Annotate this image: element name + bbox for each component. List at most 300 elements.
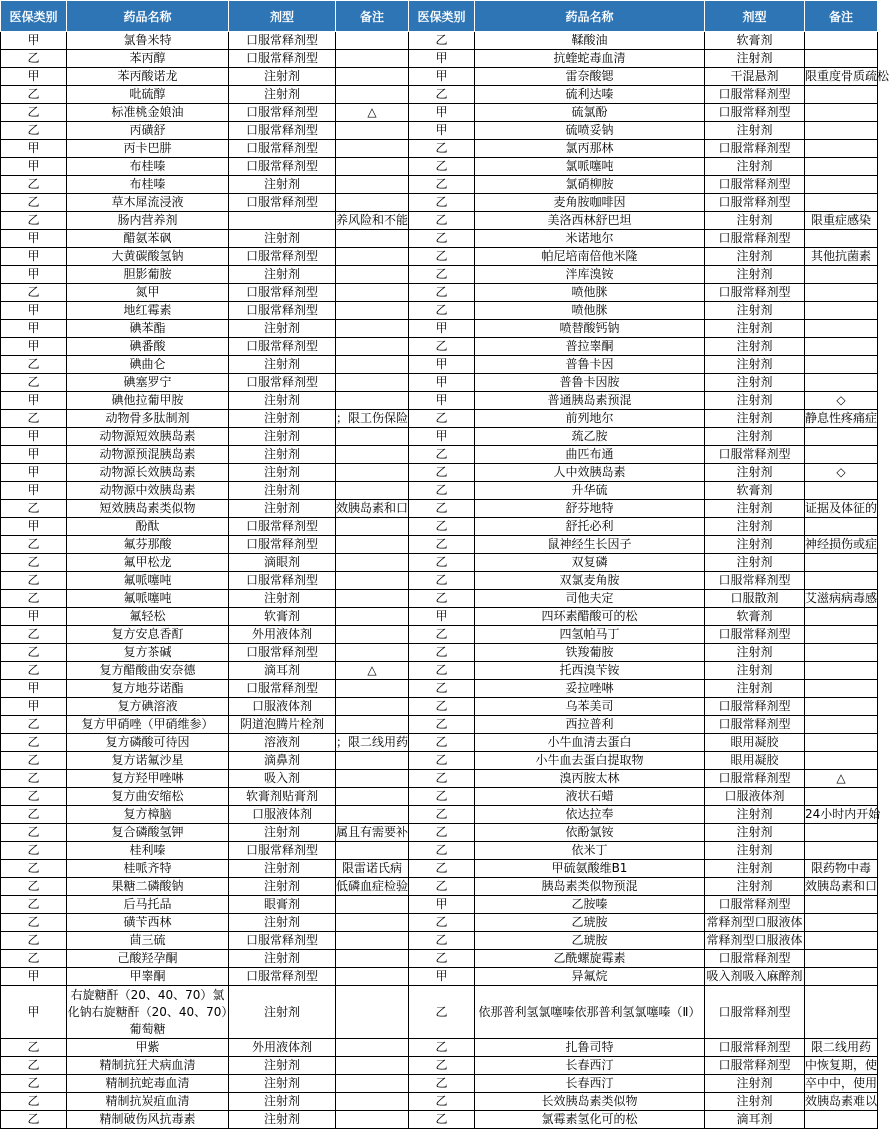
remarks-cell bbox=[336, 554, 409, 572]
remarks-cell bbox=[805, 986, 878, 1039]
category-cell: 甲 bbox=[1, 464, 67, 482]
drug-name-cell: 氮甲 bbox=[67, 284, 229, 302]
dosage-form-cell: 软膏剂 bbox=[705, 482, 805, 500]
category-cell: 乙 bbox=[1, 212, 67, 230]
category-cell: 甲 bbox=[1, 698, 67, 716]
remarks-cell: 证据及体征的 bbox=[805, 500, 878, 518]
category-cell: 乙 bbox=[409, 464, 475, 482]
drug-name-cell: 布桂嗪 bbox=[67, 158, 229, 176]
drug-name-cell: 舒托必利 bbox=[475, 518, 705, 536]
drug-name-cell: 动物源长效胰岛素 bbox=[67, 464, 229, 482]
remarks-cell bbox=[336, 536, 409, 554]
dosage-form-cell: 口服液体剂 bbox=[705, 788, 805, 806]
dosage-form-cell: 注射剂 bbox=[229, 914, 336, 932]
category-cell: 甲 bbox=[1, 428, 67, 446]
category-cell: 甲 bbox=[1, 338, 67, 356]
remarks-cell: 限雷诺氏病 bbox=[336, 860, 409, 878]
category-cell: 乙 bbox=[409, 554, 475, 572]
category-cell: 乙 bbox=[409, 824, 475, 842]
remarks-cell bbox=[336, 86, 409, 104]
dosage-form-cell: 注射剂 bbox=[229, 590, 336, 608]
drug-name-cell: 扎鲁司特 bbox=[475, 1039, 705, 1057]
drug-name-cell: 巯乙胺 bbox=[475, 428, 705, 446]
category-cell: 乙 bbox=[1, 788, 67, 806]
remarks-cell bbox=[336, 572, 409, 590]
table-row bbox=[1, 734, 878, 752]
category-cell: 乙 bbox=[1, 500, 67, 518]
col-header-dosage-form-left: 剂型 bbox=[229, 1, 336, 32]
table-row bbox=[1, 482, 878, 500]
drug-name-cell: 硫利达嗪 bbox=[475, 86, 705, 104]
category-cell: 乙 bbox=[409, 518, 475, 536]
dosage-form-cell: 常释剂型口服液体 bbox=[705, 932, 805, 950]
remarks-cell: 卒中中，使用 bbox=[805, 1075, 878, 1093]
dosage-form-cell: 注射剂 bbox=[705, 302, 805, 320]
drug-name-cell: 升华硫 bbox=[475, 482, 705, 500]
drug-name-cell: 雷奈酸锶 bbox=[475, 68, 705, 86]
remarks-cell: 限药物中毒 bbox=[805, 860, 878, 878]
dosage-form-cell: 注射剂 bbox=[229, 500, 336, 518]
dosage-form-cell: 口服常释剂型 bbox=[705, 194, 805, 212]
remarks-cell: 24小时内开始 bbox=[805, 806, 878, 824]
drug-name-cell: 醋氨苯砜 bbox=[67, 230, 229, 248]
category-cell: 乙 bbox=[1, 572, 67, 590]
category-cell: 乙 bbox=[409, 698, 475, 716]
category-cell: 乙 bbox=[409, 32, 475, 50]
dosage-form-cell: 口服常释剂型 bbox=[705, 284, 805, 302]
remarks-cell bbox=[336, 518, 409, 536]
category-cell: 乙 bbox=[1, 86, 67, 104]
header-row bbox=[1, 1, 878, 32]
drug-name-cell: 复方诺氟沙星 bbox=[67, 752, 229, 770]
dosage-form-cell: 注射剂 bbox=[229, 482, 336, 500]
dosage-form-cell: 口服常释剂型 bbox=[229, 104, 336, 122]
drug-name-cell: 依达拉奉 bbox=[475, 806, 705, 824]
dosage-form-cell: 滴眼剂 bbox=[229, 554, 336, 572]
category-cell: 乙 bbox=[409, 1057, 475, 1075]
remarks-cell bbox=[805, 554, 878, 572]
table-row bbox=[1, 788, 878, 806]
drug-name-cell: 乙琥胺 bbox=[475, 914, 705, 932]
remarks-cell bbox=[805, 374, 878, 392]
remarks-cell: 中恢复期，使 bbox=[805, 1057, 878, 1075]
dosage-form-cell: 口服常释剂型 bbox=[705, 1039, 805, 1057]
drug-name-cell: 长春西汀 bbox=[475, 1075, 705, 1093]
remarks-cell: △ bbox=[336, 662, 409, 680]
drug-name-cell: 苯丙醇 bbox=[67, 50, 229, 68]
drug-name-cell: 抗蝰蛇毒血清 bbox=[475, 50, 705, 68]
table-row bbox=[1, 842, 878, 860]
category-cell: 甲 bbox=[1, 302, 67, 320]
dosage-form-cell: 溶液剂 bbox=[229, 734, 336, 752]
category-cell: 乙 bbox=[1, 842, 67, 860]
remarks-cell bbox=[805, 680, 878, 698]
category-cell: 乙 bbox=[409, 644, 475, 662]
dosage-form-cell: 注射剂 bbox=[229, 392, 336, 410]
remarks-cell: 限重症感染 bbox=[805, 212, 878, 230]
drug-name-cell: 依那普利氢氯噻嗪依那普利氢氯噻嗪（Ⅱ） bbox=[475, 986, 705, 1039]
drug-name-cell: 麦角胺咖啡因 bbox=[475, 194, 705, 212]
dosage-form-cell: 注射剂 bbox=[705, 860, 805, 878]
drug-name-cell: 复方磷酸可待因 bbox=[67, 734, 229, 752]
table-row bbox=[1, 986, 878, 1039]
dosage-form-cell: 注射剂 bbox=[229, 446, 336, 464]
category-cell: 乙 bbox=[1, 950, 67, 968]
dosage-form-cell: 注射剂 bbox=[229, 1111, 336, 1129]
table-row bbox=[1, 446, 878, 464]
category-cell: 甲 bbox=[409, 968, 475, 986]
remarks-cell bbox=[336, 428, 409, 446]
drug-name-cell: 磺苄西林 bbox=[67, 914, 229, 932]
remarks-cell bbox=[805, 104, 878, 122]
table-row bbox=[1, 338, 878, 356]
remarks-cell bbox=[336, 482, 409, 500]
dosage-form-cell: 口服常释剂型 bbox=[705, 716, 805, 734]
dosage-form-cell: 口服常释剂型 bbox=[705, 86, 805, 104]
category-cell: 甲 bbox=[1, 140, 67, 158]
drug-name-cell: 酚酞 bbox=[67, 518, 229, 536]
category-cell: 乙 bbox=[1, 194, 67, 212]
remarks-cell bbox=[805, 752, 878, 770]
remarks-cell: 属且有需要补 bbox=[336, 824, 409, 842]
category-cell: 乙 bbox=[1, 1039, 67, 1057]
drug-name-cell: 复方地芬诺酯 bbox=[67, 680, 229, 698]
remarks-cell bbox=[336, 590, 409, 608]
remarks-cell bbox=[336, 392, 409, 410]
category-cell: 甲 bbox=[1, 158, 67, 176]
drug-name-cell: 乙酰螺旋霉素 bbox=[475, 950, 705, 968]
drug-name-cell: 丙卡巴肼 bbox=[67, 140, 229, 158]
table-row bbox=[1, 86, 878, 104]
drug-name-cell: 地红霉素 bbox=[67, 302, 229, 320]
category-cell: 乙 bbox=[1, 878, 67, 896]
col-header-dosage-form-right: 剂型 bbox=[705, 1, 805, 32]
col-header-category-left: 医保类别 bbox=[1, 1, 67, 32]
dosage-form-cell: 口服常释剂型 bbox=[229, 572, 336, 590]
table-row bbox=[1, 518, 878, 536]
table-row bbox=[1, 500, 878, 518]
drug-name-cell: 托西溴苄铵 bbox=[475, 662, 705, 680]
dosage-form-cell: 口服常释剂型 bbox=[229, 122, 336, 140]
dosage-form-cell: 注射剂 bbox=[229, 1075, 336, 1093]
table-row bbox=[1, 554, 878, 572]
dosage-form-cell: 口服常释剂型 bbox=[229, 536, 336, 554]
category-cell: 乙 bbox=[1, 536, 67, 554]
category-cell: 乙 bbox=[1, 734, 67, 752]
remarks-cell bbox=[336, 1111, 409, 1129]
category-cell: 甲 bbox=[1, 608, 67, 626]
drug-name-cell: 复方曲安缩松 bbox=[67, 788, 229, 806]
table-row bbox=[1, 878, 878, 896]
table-row bbox=[1, 770, 878, 788]
drug-name-cell: 氯硝柳胺 bbox=[475, 176, 705, 194]
drug-name-cell: 复方甲硝唑（甲硝维参） bbox=[67, 716, 229, 734]
dosage-form-cell: 口服常释剂型 bbox=[705, 986, 805, 1039]
category-cell: 甲 bbox=[1, 320, 67, 338]
drug-name-cell: 动物源短效胰岛素 bbox=[67, 428, 229, 446]
dosage-form-cell: 口服常释剂型 bbox=[229, 248, 336, 266]
category-cell: 乙 bbox=[409, 1075, 475, 1093]
category-cell: 乙 bbox=[409, 626, 475, 644]
dosage-form-cell: 注射剂 bbox=[705, 518, 805, 536]
dosage-form-cell: 常释剂型口服液体 bbox=[705, 914, 805, 932]
table-row bbox=[1, 806, 878, 824]
remarks-cell bbox=[336, 932, 409, 950]
category-cell: 乙 bbox=[409, 194, 475, 212]
dosage-form-cell: 软膏剂 bbox=[705, 32, 805, 50]
category-cell: 甲 bbox=[1, 32, 67, 50]
dosage-form-cell: 口服常释剂型 bbox=[229, 644, 336, 662]
category-cell: 乙 bbox=[409, 806, 475, 824]
drug-name-cell: 吡硫醇 bbox=[67, 86, 229, 104]
dosage-form-cell: 注射剂 bbox=[705, 212, 805, 230]
category-cell: 乙 bbox=[1, 644, 67, 662]
drug-name-cell: 碘塞罗宁 bbox=[67, 374, 229, 392]
table-row bbox=[1, 464, 878, 482]
table-row bbox=[1, 896, 878, 914]
category-cell: 乙 bbox=[1, 284, 67, 302]
drug-name-cell: 复方羟甲唑啉 bbox=[67, 770, 229, 788]
drug-name-cell: 硫氯酚 bbox=[475, 104, 705, 122]
remarks-cell: 养风险和不能 bbox=[336, 212, 409, 230]
table-body bbox=[1, 32, 889, 1129]
category-cell: 乙 bbox=[409, 410, 475, 428]
table-row bbox=[1, 1039, 878, 1057]
drug-name-cell: 碘他拉葡甲胺 bbox=[67, 392, 229, 410]
category-cell: 乙 bbox=[1, 104, 67, 122]
remarks-cell bbox=[805, 428, 878, 446]
remarks-cell bbox=[336, 626, 409, 644]
dosage-form-cell: 注射剂 bbox=[705, 464, 805, 482]
drug-name-cell: 前列地尔 bbox=[475, 410, 705, 428]
dosage-form-cell: 注射剂 bbox=[705, 554, 805, 572]
dosage-form-cell: 滴耳剂 bbox=[229, 662, 336, 680]
dosage-form-cell: 注射剂 bbox=[705, 806, 805, 824]
dosage-form-cell: 注射剂 bbox=[705, 536, 805, 554]
category-cell: 乙 bbox=[409, 932, 475, 950]
drug-name-cell: 精制破伤风抗毒素 bbox=[67, 1111, 229, 1129]
dosage-form-cell: 口服常释剂型 bbox=[705, 104, 805, 122]
remarks-cell: ；限工伤保险 bbox=[336, 410, 409, 428]
drug-name-cell: 氟轻松 bbox=[67, 608, 229, 626]
drug-name-cell: 复方醋酸曲安奈德 bbox=[67, 662, 229, 680]
remarks-cell bbox=[336, 122, 409, 140]
table-row bbox=[1, 374, 878, 392]
dosage-form-cell: 口服常释剂型 bbox=[705, 1057, 805, 1075]
remarks-cell bbox=[336, 338, 409, 356]
table-row bbox=[1, 428, 878, 446]
remarks-cell bbox=[336, 914, 409, 932]
drug-name-cell: 草木犀流浸液 bbox=[67, 194, 229, 212]
drug-name-cell: 碘苯酯 bbox=[67, 320, 229, 338]
dosage-form-cell: 注射剂 bbox=[705, 842, 805, 860]
remarks-cell bbox=[805, 320, 878, 338]
remarks-cell bbox=[336, 806, 409, 824]
remarks-cell bbox=[805, 608, 878, 626]
dosage-form-cell: 注射剂 bbox=[229, 320, 336, 338]
table-row bbox=[1, 32, 878, 50]
remarks-cell bbox=[336, 698, 409, 716]
remarks-cell bbox=[805, 482, 878, 500]
remarks-cell bbox=[336, 1093, 409, 1111]
drug-name-cell: 短效胰岛素类似物 bbox=[67, 500, 229, 518]
remarks-cell bbox=[805, 32, 878, 50]
category-cell: 乙 bbox=[1, 896, 67, 914]
dosage-form-cell: 注射剂 bbox=[705, 1093, 805, 1111]
category-cell: 乙 bbox=[1, 752, 67, 770]
category-cell: 乙 bbox=[1, 554, 67, 572]
drug-name-cell: 曲匹布通 bbox=[475, 446, 705, 464]
drug-name-cell: 氯霉素氢化可的松 bbox=[475, 1111, 705, 1129]
dosage-form-cell: 滴鼻剂 bbox=[229, 752, 336, 770]
dosage-form-cell: 外用液体剂 bbox=[229, 626, 336, 644]
table-row bbox=[1, 590, 878, 608]
drug-name-cell: 桂利嗪 bbox=[67, 842, 229, 860]
dosage-form-cell: 注射剂 bbox=[229, 1093, 336, 1111]
drug-name-cell: 长春西汀 bbox=[475, 1057, 705, 1075]
remarks-cell bbox=[805, 86, 878, 104]
category-cell: 乙 bbox=[1, 860, 67, 878]
category-cell: 甲 bbox=[409, 320, 475, 338]
dosage-form-cell: 注射剂 bbox=[229, 230, 336, 248]
remarks-cell bbox=[805, 896, 878, 914]
category-cell: 乙 bbox=[409, 590, 475, 608]
remarks-cell bbox=[805, 644, 878, 662]
category-cell: 乙 bbox=[1, 716, 67, 734]
drug-name-cell: 普鲁卡因 bbox=[475, 356, 705, 374]
category-cell: 甲 bbox=[409, 104, 475, 122]
drug-name-cell: 胆影葡胺 bbox=[67, 266, 229, 284]
drug-name-cell: 精制抗狂犬病血清 bbox=[67, 1057, 229, 1075]
remarks-cell bbox=[336, 770, 409, 788]
dosage-form-cell: 注射剂 bbox=[229, 266, 336, 284]
dosage-form-cell: 注射剂 bbox=[229, 1057, 336, 1075]
category-cell: 甲 bbox=[1, 230, 67, 248]
category-cell: 乙 bbox=[409, 662, 475, 680]
dosage-form-cell: 注射剂 bbox=[705, 374, 805, 392]
remarks-cell bbox=[336, 752, 409, 770]
dosage-form-cell: 注射剂 bbox=[229, 986, 336, 1039]
table-row bbox=[1, 230, 878, 248]
remarks-cell bbox=[336, 356, 409, 374]
category-cell: 乙 bbox=[1, 1075, 67, 1093]
table-row bbox=[1, 698, 878, 716]
remarks-cell bbox=[336, 158, 409, 176]
dosage-form-cell: 口服常释剂型 bbox=[705, 176, 805, 194]
table-row bbox=[1, 392, 878, 410]
drug-name-cell: 碘曲仑 bbox=[67, 356, 229, 374]
dosage-form-cell: 注射剂 bbox=[705, 356, 805, 374]
dosage-form-cell: 注射剂 bbox=[705, 878, 805, 896]
remarks-cell: 效胰岛素和口 bbox=[336, 500, 409, 518]
table-row bbox=[1, 68, 878, 86]
drug-name-cell: 依酚氯铵 bbox=[475, 824, 705, 842]
dosage-form-cell: 注射剂 bbox=[705, 392, 805, 410]
drug-name-cell: 大黄碳酸氢钠 bbox=[67, 248, 229, 266]
table-row bbox=[1, 1075, 878, 1093]
category-cell: 乙 bbox=[1, 50, 67, 68]
table-row bbox=[1, 248, 878, 266]
category-cell: 甲 bbox=[1, 986, 67, 1039]
category-cell: 乙 bbox=[409, 158, 475, 176]
remarks-cell: 神经损伤或症 bbox=[805, 536, 878, 554]
drug-name-cell: 小牛血去蛋白提取物 bbox=[475, 752, 705, 770]
drug-name-cell: 司他夫定 bbox=[475, 590, 705, 608]
dosage-form-cell: 注射剂 bbox=[705, 122, 805, 140]
drug-name-cell: 苯丙酸诺龙 bbox=[67, 68, 229, 86]
dosage-form-cell: 口服常释剂型 bbox=[229, 158, 336, 176]
category-cell: 乙 bbox=[409, 230, 475, 248]
dosage-form-cell: 口服常释剂型 bbox=[705, 626, 805, 644]
table-row bbox=[1, 914, 878, 932]
drug-name-cell: 后马托品 bbox=[67, 896, 229, 914]
drug-name-cell: 舒芬地特 bbox=[475, 500, 705, 518]
dosage-form-cell: 口服常释剂型 bbox=[229, 374, 336, 392]
drug-name-cell: 氯鲁米特 bbox=[67, 32, 229, 50]
remarks-cell: 限二线用药 bbox=[805, 1039, 878, 1057]
remarks-cell bbox=[336, 284, 409, 302]
remarks-cell bbox=[805, 50, 878, 68]
drug-name-cell: 喷他脒 bbox=[475, 284, 705, 302]
remarks-cell: 效胰岛素难以 bbox=[805, 1093, 878, 1111]
drug-name-cell: 普鲁卡因胺 bbox=[475, 374, 705, 392]
remarks-cell bbox=[336, 176, 409, 194]
dosage-form-cell: 口服常释剂型 bbox=[229, 932, 336, 950]
drug-name-cell: 茴三硫 bbox=[67, 932, 229, 950]
drug-name-cell: 复合磷酸氢钾 bbox=[67, 824, 229, 842]
remarks-cell bbox=[805, 734, 878, 752]
category-cell: 乙 bbox=[1, 824, 67, 842]
category-cell: 甲 bbox=[1, 518, 67, 536]
dosage-form-cell: 口服常释剂型 bbox=[229, 194, 336, 212]
remarks-cell bbox=[336, 1075, 409, 1093]
category-cell: 乙 bbox=[1, 932, 67, 950]
remarks-cell bbox=[805, 932, 878, 950]
category-cell: 乙 bbox=[409, 176, 475, 194]
table-row bbox=[1, 212, 878, 230]
drug-name-cell: 精制抗蛇毒血清 bbox=[67, 1075, 229, 1093]
dosage-form-cell: 口服常释剂型 bbox=[705, 446, 805, 464]
category-cell: 乙 bbox=[409, 914, 475, 932]
remarks-cell bbox=[805, 914, 878, 932]
drug-name-cell: 双氯麦角胺 bbox=[475, 572, 705, 590]
dosage-form-cell: 吸入剂吸入麻醉剂 bbox=[705, 968, 805, 986]
category-cell: 乙 bbox=[409, 212, 475, 230]
dosage-form-cell: 注射剂 bbox=[705, 266, 805, 284]
drug-name-cell: 异氟烷 bbox=[475, 968, 705, 986]
drug-name-cell: 氟甲松龙 bbox=[67, 554, 229, 572]
category-cell: 乙 bbox=[1, 1111, 67, 1129]
dosage-form-cell: 口服常释剂型 bbox=[229, 842, 336, 860]
drug-name-cell: 四氢帕马丁 bbox=[475, 626, 705, 644]
col-header-remarks-left: 备注 bbox=[336, 1, 409, 32]
drug-name-cell: 乌苯美司 bbox=[475, 698, 705, 716]
remarks-cell bbox=[336, 248, 409, 266]
category-cell: 乙 bbox=[409, 770, 475, 788]
col-header-drug-name-right: 药品名称 bbox=[475, 1, 705, 32]
dosage-form-cell: 注射剂 bbox=[229, 176, 336, 194]
category-cell: 甲 bbox=[409, 392, 475, 410]
remarks-cell bbox=[805, 266, 878, 284]
category-cell: 乙 bbox=[1, 1093, 67, 1111]
dosage-form-cell: 注射剂 bbox=[229, 86, 336, 104]
drug-name-cell: 复方茶碱 bbox=[67, 644, 229, 662]
remarks-cell bbox=[336, 986, 409, 1039]
drug-name-cell: 小牛血清去蛋白 bbox=[475, 734, 705, 752]
dosage-form-cell: 软膏剂 bbox=[229, 608, 336, 626]
remarks-cell bbox=[805, 950, 878, 968]
drug-name-cell: 普通胰岛素预混 bbox=[475, 392, 705, 410]
